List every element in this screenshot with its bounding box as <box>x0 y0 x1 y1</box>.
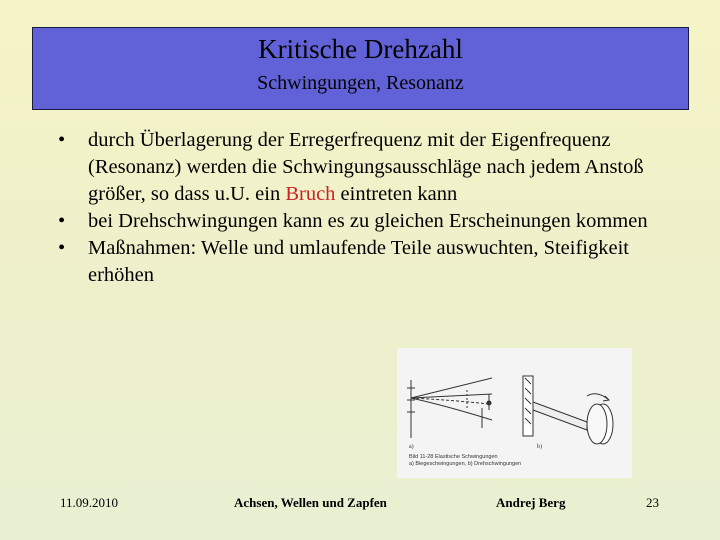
bullet-1-highlight-bruch: Bruch <box>285 183 336 205</box>
bullet-list <box>58 127 678 289</box>
figure-caption-line2: a) Biegeschwingungen, b) Drehschwingungen <box>409 461 522 467</box>
bullet-3-text: Maßnahmen: Welle und umlaufende Teile auswuchten, Steifigkeit erhöhen <box>88 237 629 286</box>
bullet-dot: • <box>58 210 66 232</box>
torsional-vibration-sketch <box>523 376 613 444</box>
vibration-figure <box>397 348 632 478</box>
bullet-1-text-part3: eintreten kann <box>335 183 458 205</box>
figure-caption-line1: Bild 11-28 Elastische Schwingungen <box>409 454 498 460</box>
footer-page-number: 23 <box>646 495 659 510</box>
bullet-dot: • <box>58 129 66 151</box>
bullet-item-3 <box>58 235 678 289</box>
footer-date: 11.09.2010 <box>60 495 119 510</box>
footer-author: Andrej Berg <box>496 495 566 510</box>
bullet-2-text: bei Drehschwingungen kann es zu gleichen Erscheinungen kommen <box>88 210 648 232</box>
bullet-dot: • <box>58 237 66 259</box>
title-banner <box>32 27 689 110</box>
bending-vibration-sketch <box>407 378 492 438</box>
footer-topic: Achsen, Wellen und Zapfen <box>234 495 387 510</box>
figure-label-b: b) <box>537 444 542 450</box>
slide-title: Kritische Drehzahl <box>258 34 463 64</box>
bullet-item-2 <box>58 208 678 235</box>
vibration-diagram-svg <box>397 348 632 478</box>
slide-subtitle: Schwingungen, Resonanz <box>257 72 464 94</box>
bullet-item-1 <box>58 127 678 208</box>
figure-label-a: a) <box>409 444 414 450</box>
bullet-1-text-part1: durch Überlagerung der Erregerfrequenz mit der Eigenfrequenz (Resonanz) werden die Schwingungsausschläge nach jedem Anstoß größer, so dass u.U. ein <box>88 129 644 205</box>
